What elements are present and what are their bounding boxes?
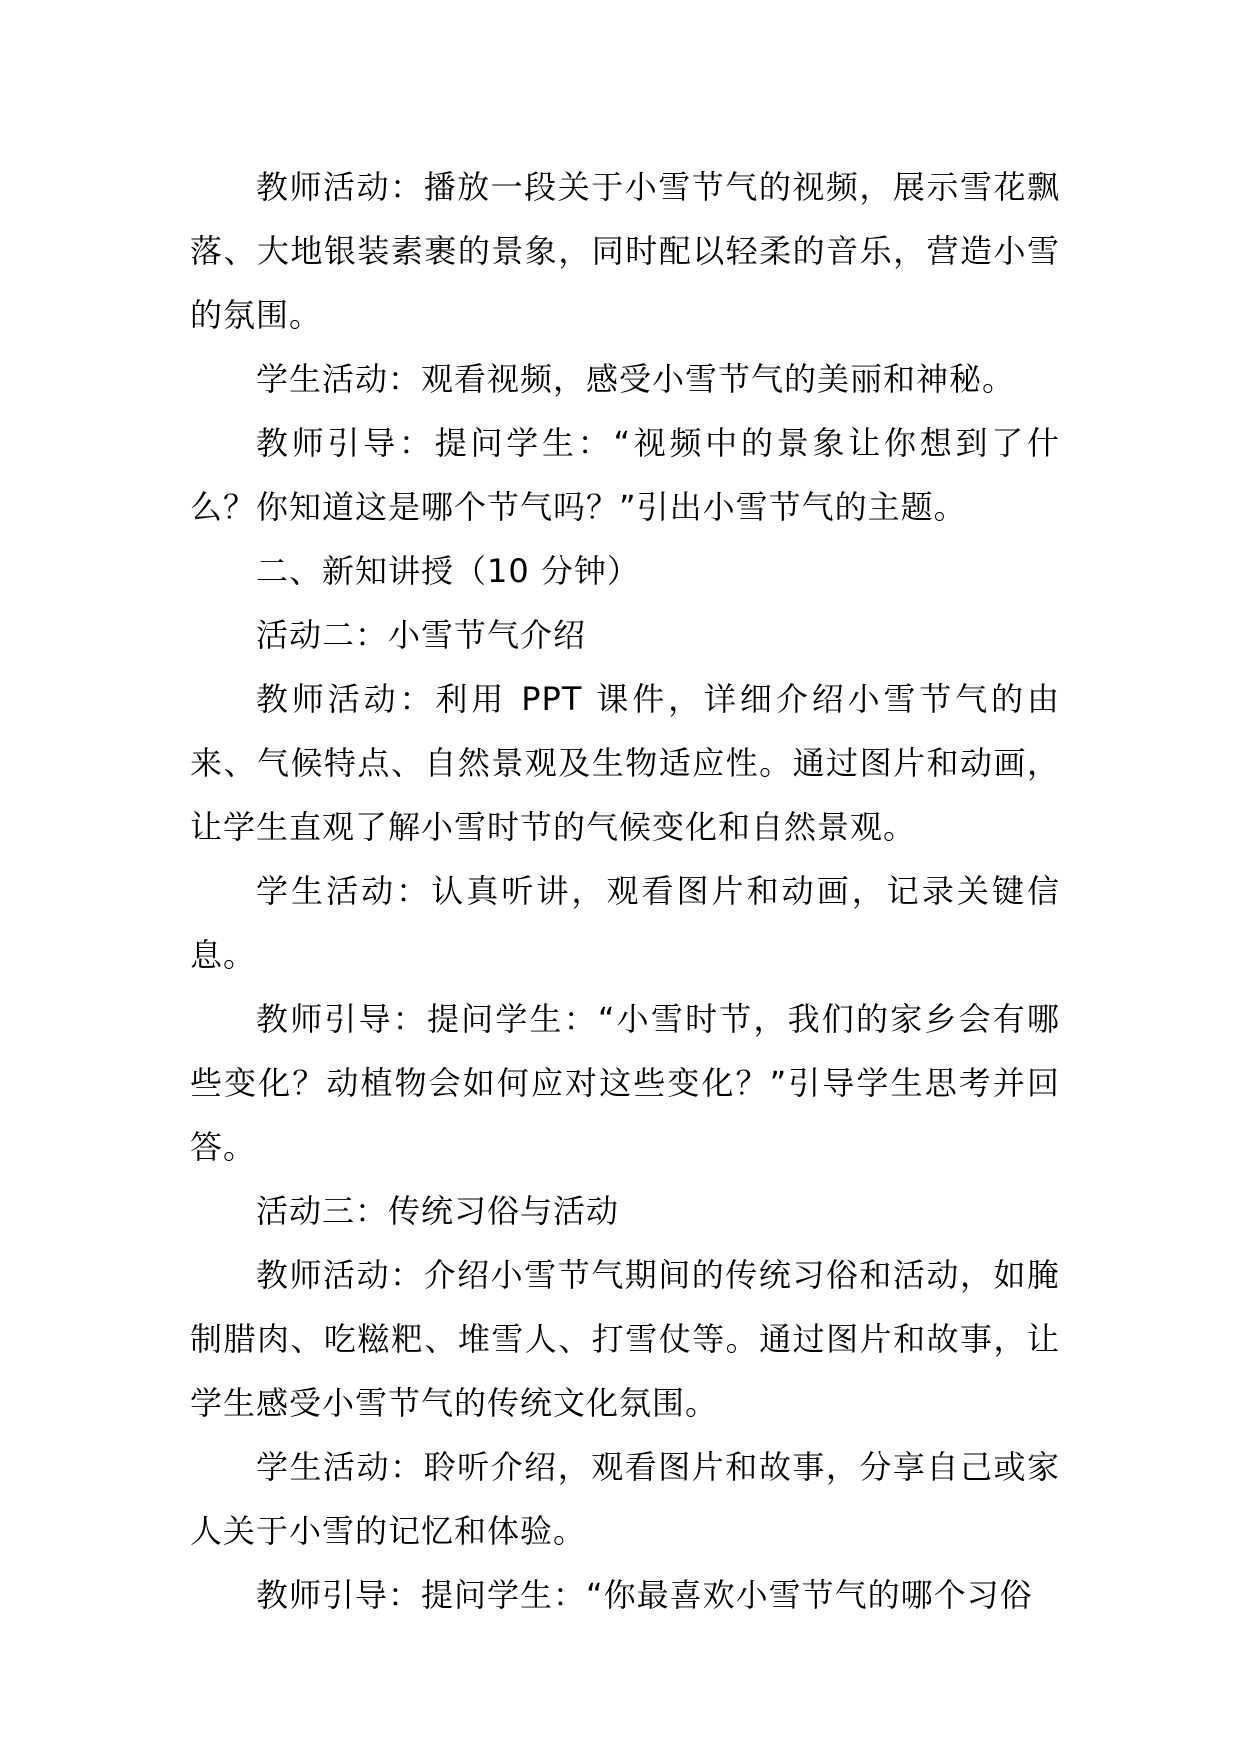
paragraph-teacher-activity-video: 教师活动：播放一段关于小雪节气的视频，展示雪花飘落、大地银装素裹的景象，同时配以轻柔的音乐，营造小雪的氛围。: [190, 168, 1060, 334]
paragraph-student-activity-share: 学生活动：聆听介绍，观看图片和故事，分享自己或家人关于小雪的记忆和体验。: [190, 1448, 1060, 1550]
paragraph-teacher-guide-favorite: 教师引导：提问学生：“你最喜欢小雪节气的哪个习俗: [256, 1576, 1033, 1614]
activity-heading-two: 活动二：小雪节气介绍: [256, 616, 587, 654]
paragraph-student-activity-watch: 学生活动：观看视频，感受小雪节气的美丽和神秘。: [256, 360, 1016, 398]
paragraph-teacher-guide-hometown: 教师引导：提问学生：“小雪时节，我们的家乡会有哪些变化？动植物会如何应对这些变化？”引导学生思考并回答。: [190, 1000, 1060, 1166]
paragraph-student-activity-listen: 学生活动：认真听讲，观看图片和动画，记录关键信息。: [190, 872, 1060, 974]
paragraph-teacher-guide-question: 教师引导：提问学生：“视频中的景象让你想到了什么？你知道这是哪个节气吗？”引出小雪节气的主题。: [190, 424, 1060, 526]
paragraph-teacher-activity-customs: 教师活动：介绍小雪节气期间的传统习俗和活动，如腌制腊肉、吃糍粑、堆雪人、打雪仗等。通过图片和故事，让学生感受小雪节气的传统文化氛围。: [190, 1256, 1060, 1422]
paragraph-teacher-activity-ppt: 教师活动：利用 PPT 课件，详细介绍小雪节气的由来、气候特点、自然景观及生物适应性。通过图片和动画，让学生直观了解小雪时节的气候变化和自然景观。: [190, 680, 1060, 846]
activity-heading-three: 活动三：传统习俗与活动: [256, 1192, 620, 1230]
section-heading-new-knowledge: 二、新知讲授（10 分钟）: [256, 552, 640, 590]
document-body: [190, 155, 1060, 1627]
